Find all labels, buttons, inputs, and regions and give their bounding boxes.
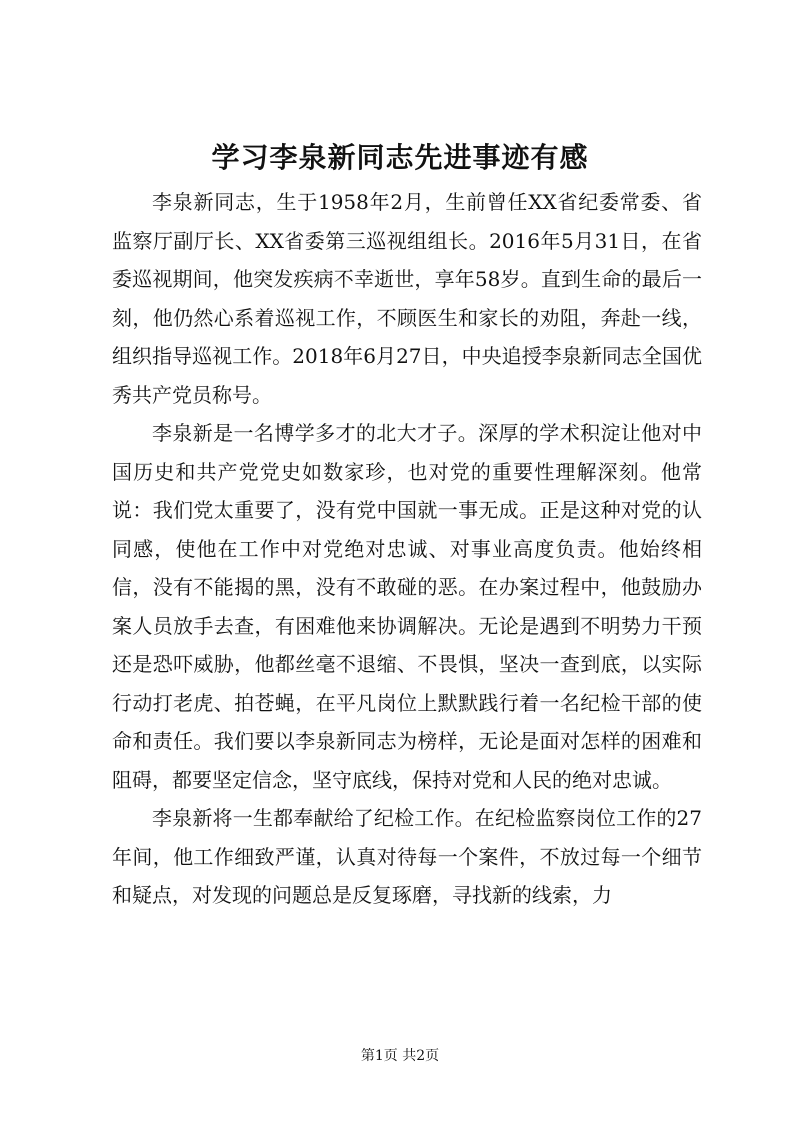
paragraph-1: 李泉新同志，生于1958年2月，生前曾任XX省纪委常委、省监察厅副厅长、XX省委第三巡视组组长。2016年5月31日，在省委巡视期间，他突发疾病不幸逝世，享年58岁。直到生命的最后一刻，他仍然心系着巡视工作，不顾医生和家长的劝阻，奔赴一线，组织指导巡视工作。2018年6月27日，中央追授李泉新同志全国优秀共产党员称号。 xyxy=(112,190,702,407)
document-body xyxy=(112,183,702,915)
paragraph-3: 李泉新将一生都奉献给了纪检工作。在纪检监察岗位工作的27年间，他工作细致严谨，认真对待每一个案件，不放过每一个细节和疑点，对发现的问题总是反复琢磨，寻找新的线索，力 xyxy=(112,806,702,907)
paragraph-2: 李泉新是一名博学多才的北大才子。深厚的学术积淀让他对中国历史和共产党党史如数家珍，也对党的重要性理解深刻。他常说：我们党太重要了，没有党中国就一事无成。正是这种对党的认同感，使他在工作中对党绝对忠诚、对事业高度负责。他始终相信，没有不能揭的黑，没有不敢碰的恶。在办案过程中，他鼓励办案人员放手去查，有困难他来协调解决。无论是遇到不明势力干预还是恐吓威胁，他都丝毫不退缩、不畏惧，坚决一查到底，以实际行动打老虎、拍苍蝇，在平凡岗位上默默践行着一名纪检干部的使命和责任。我们要以李泉新同志为榜样，无论是面对怎样的困难和阻碍，都要坚定信念，坚守底线，保持对党和人民的绝对忠诚。 xyxy=(112,421,702,792)
document-title: 学习李泉新同志先进事迹有感 xyxy=(211,141,589,174)
page-footer: 第1页 共2页 xyxy=(360,1048,440,1064)
